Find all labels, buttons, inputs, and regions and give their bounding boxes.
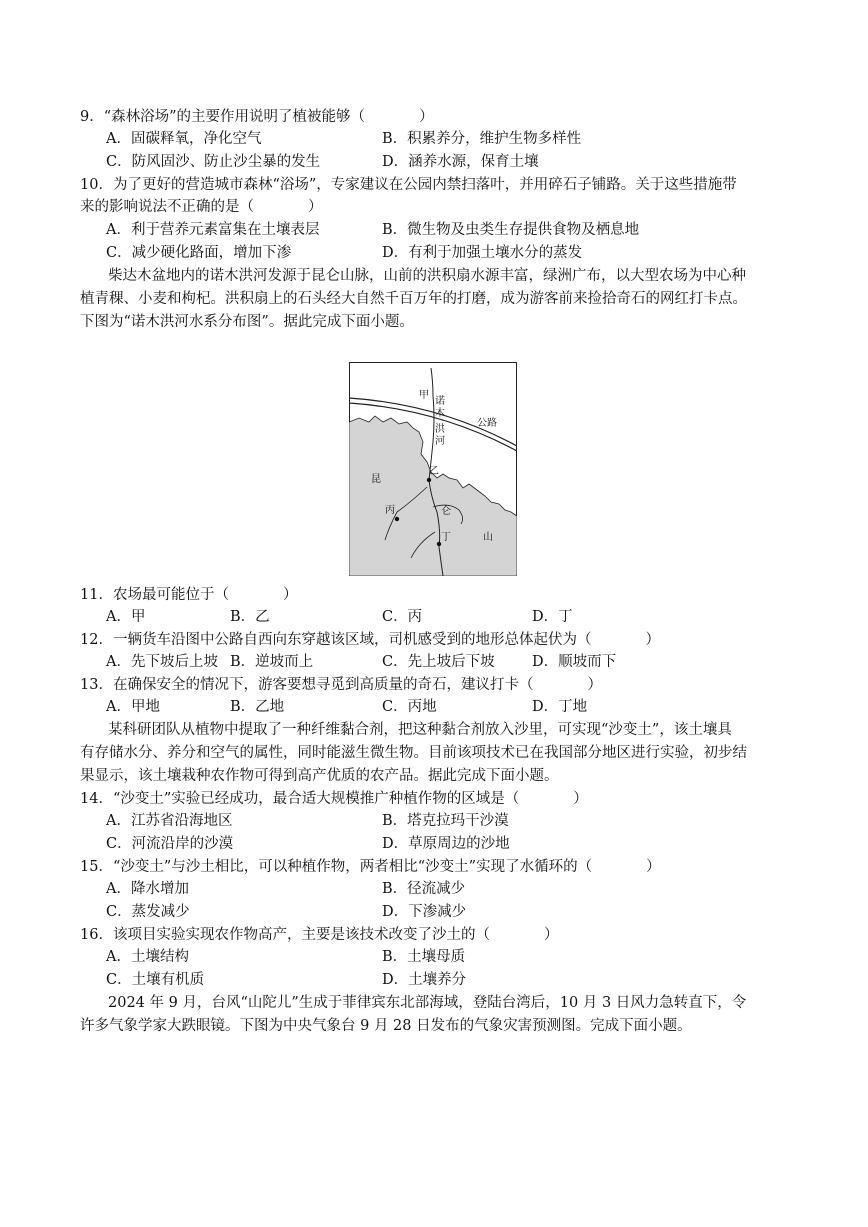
q11-stem <box>80 585 297 605</box>
q11-stem-text: 11．农场最可能位于（ <box>80 587 229 603</box>
label-river-2: 木 <box>435 408 445 419</box>
q13-option-c: C．丙地 <box>382 699 437 715</box>
q16-option-d: D．土壤养分 <box>382 972 467 988</box>
passage3-line2: 许多气象学家大跌眼镜。下图为中央气象台 9 月 28 日发布的气象灾害预测图。完成下面小题。 <box>80 1018 692 1034</box>
passage1-line3: 下图为“诺木洪河水系分布图”。据此完成下面小题。 <box>80 314 414 330</box>
q11-option-d: D．丁 <box>532 609 573 625</box>
label-river-3: 洪 <box>435 424 445 435</box>
q12-option-c: C．先上坡后下坡 <box>382 654 495 670</box>
q9-stem-text: 9．“森林浴场”的主要作用说明了植被能够（ <box>80 109 366 125</box>
label-kun: 昆 <box>371 474 381 485</box>
q16-paren-close: ） <box>543 927 559 943</box>
q16-option-c: C．土壤有机质 <box>106 972 205 988</box>
q16-option-a: A．土壤结构 <box>106 949 189 965</box>
q10-option-d: D．有利于加强土壤水分的蒸发 <box>382 245 583 261</box>
q13-option-a: A．甲地 <box>106 699 160 715</box>
q16-stem-text: 16．该项目实验实现农作物高产，主要是该技术改变了沙土的（ <box>80 927 490 943</box>
q14-paren-close: ） <box>573 791 588 807</box>
q11-option-c: C．丙 <box>382 609 423 625</box>
q15-option-b: B．径流减少 <box>382 881 466 897</box>
label-river-4: 河 <box>435 436 445 447</box>
q12-option-a: A．先下坡后上坡 <box>106 654 218 670</box>
passage2-line2: 有存储水分、养分和空气的属性，同时能滋生微生物。目前该项技术已在我国部分地区进行实验，初步结 <box>80 745 747 761</box>
q15-paren-close: ） <box>646 859 661 875</box>
q12-option-d: D．顺坡而下 <box>532 654 617 670</box>
q12-paren-close: ） <box>645 632 660 648</box>
passage3-line1: 2024 年 9 月，台风“山陀儿”生成于菲律宾东北部海域，登陆台湾后，10 月 3 日风力急转直下，令 <box>108 995 747 1011</box>
label-river-1: 诺 <box>435 396 445 407</box>
point-bing <box>395 517 399 521</box>
q12-stem <box>80 630 660 650</box>
q9-option-c: C．防风固沙、防止沙尘暴的发生 <box>106 154 321 170</box>
q14-stem-text: 14．“沙变土”实验已经成功，最合适大规模推广种植作物的区域是（ <box>80 791 520 807</box>
q13-option-b: B．乙地 <box>230 699 285 715</box>
q10-stem-line1: 10．为了更好的营造城市森林“浴场”，专家建议在公园内禁扫落叶，并用碎石子铺路。关于这些措施带 <box>80 177 737 193</box>
label-ding: 丁 <box>441 532 451 543</box>
q14-option-c: C．河流沿岸的沙漠 <box>106 836 234 852</box>
q9-option-b: B．积累养分，维护生物多样性 <box>382 131 582 147</box>
q13-stem-text: 13．在确保安全的情况下，游客要想寻觅到高质量的奇石，建议打卡（ <box>80 677 534 693</box>
q9-option-a: A．固碳释氧，净化空气 <box>106 131 262 147</box>
label-road: 公路 <box>477 418 497 429</box>
q14-option-d: D．草原周边的沙地 <box>382 836 510 852</box>
q10-option-c: C．减少硬化路面，增加下渗 <box>106 245 292 261</box>
passage1-line1: 柴达木盆地内的诺木洪河发源于昆仑山脉，山前的洪积扇水源丰富，绿洲广布，以大型农场为中心种 <box>108 268 746 284</box>
q14-stem <box>80 789 588 809</box>
q12-option-b: B．逆坡而上 <box>230 654 314 670</box>
river-system-map <box>349 362 517 576</box>
q16-stem <box>80 925 558 945</box>
passage1-line2: 植青稞、小麦和枸杞。洪积扇上的石头经大自然千百万年的打磨，成为游客前来捡拾奇石的网红打卡点。 <box>80 291 747 307</box>
q10-option-a: A．利于营养元素富集在土壤表层 <box>106 222 320 238</box>
point-yi <box>427 478 431 482</box>
label-lun: 仑 <box>441 506 451 517</box>
q14-option-b: B．塔克拉玛干沙漠 <box>382 813 509 829</box>
q9-option-d: D．涵养水源，保育土壤 <box>382 154 539 170</box>
label-shan: 山 <box>483 532 493 543</box>
q10-paren-close: ） <box>308 199 323 215</box>
q11-option-a: A．甲 <box>106 609 146 625</box>
q9-stem <box>80 107 434 127</box>
q15-option-d: D．下渗减少 <box>382 904 467 920</box>
q10-stem-line2 <box>80 197 323 217</box>
q15-option-c: C．蒸发减少 <box>106 904 190 920</box>
q15-stem <box>80 857 661 877</box>
q9-paren-close: ） <box>419 109 434 125</box>
q11-option-b: B．乙 <box>230 609 270 625</box>
label-bing: 丙 <box>385 505 395 516</box>
q13-option-d: D．丁地 <box>532 699 588 715</box>
q15-option-a: A．降水增加 <box>106 881 189 897</box>
q13-stem <box>80 675 602 695</box>
q10-stem-text: 来的影响说法不正确的是（ <box>80 199 254 215</box>
label-yi: 乙 <box>429 466 439 477</box>
q10-option-b: B．微生物及虫类生存提供食物及栖息地 <box>382 222 640 238</box>
passage2-line3: 果显示，该土壤栽种农作物可得到高产优质的农产品。据此完成下面小题。 <box>80 768 559 784</box>
label-jia: 甲 <box>419 390 429 401</box>
passage2-line1: 某科研团队从植物中提取了一种纤维黏合剂，把这种黏合剂放入沙里，可实现“沙变土”，该土壤具 <box>108 722 732 738</box>
q13-paren-close: ） <box>587 677 602 693</box>
q16-option-b: B．土壤母质 <box>382 949 466 965</box>
q12-stem-text: 12．一辆货车沿图中公路自西向东穿越该区域，司机感受到的地形总体起伏为（ <box>80 632 592 648</box>
q15-stem-text: 15．“沙变土”与沙土相比，可以种植作物，两者相比“沙变土”实现了水循环的（ <box>80 859 593 875</box>
q14-option-a: A．江苏省沿海地区 <box>106 813 233 829</box>
q11-paren-close: ） <box>282 587 298 603</box>
